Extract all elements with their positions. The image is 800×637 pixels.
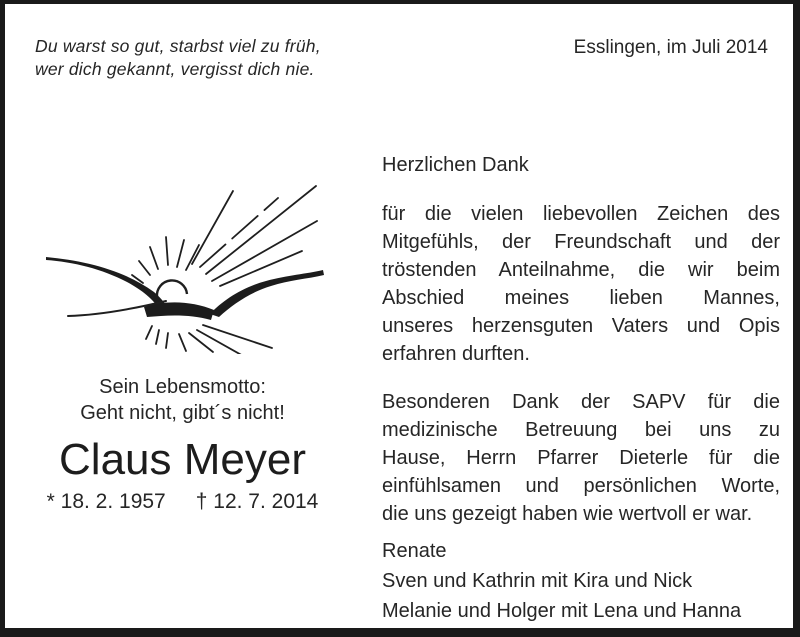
paragraph-line: einfühlsamen und persönlichen Worte, xyxy=(382,475,780,497)
thanks-paragraph-1 xyxy=(382,200,780,368)
life-dates xyxy=(30,490,335,514)
epitaph-quote-line-1: Du warst so gut, starbst viel zu früh, xyxy=(35,36,321,56)
signature-line: Melanie und Holger mit Lena und Hanna xyxy=(382,600,742,622)
place-and-date: Esslingen, im Juli 2014 xyxy=(573,37,768,58)
epitaph-quote-line-2: wer dich gekannt, vergisst dich nie. xyxy=(35,59,315,79)
signature-line: Renate xyxy=(382,540,447,562)
life-motto-line-1: Sein Lebensmotto: xyxy=(99,376,266,398)
death-date: † 12. 7. 2014 xyxy=(195,490,319,513)
life-motto xyxy=(30,374,335,426)
sun-disc xyxy=(157,280,187,297)
paragraph-line: erfahren durften. xyxy=(382,343,530,365)
deceased-block xyxy=(30,374,335,514)
thank-you-text xyxy=(382,154,780,626)
paragraph-line: die uns gezeigt haben wie wertvoll er war. xyxy=(382,503,753,525)
thanks-paragraph-2 xyxy=(382,388,780,528)
paragraph-line: für die vielen liebevollen Zeichen des xyxy=(382,203,780,225)
paragraph-line: Abschied meines lieben Mannes, xyxy=(382,287,780,309)
paragraph-line: tröstenden Anteilnahme, die wir beim xyxy=(382,259,780,281)
life-motto-line-2: Geht nicht, gibt´s nicht! xyxy=(80,402,285,424)
paragraph-line: Mitgefühls, der Freundschaft und der xyxy=(382,231,780,253)
epitaph-quote xyxy=(35,35,321,81)
paragraph-line: Besonderen Dank der SAPV für die xyxy=(382,391,780,413)
paragraph-line: unseres herzensguten Vaters und Opis xyxy=(382,315,780,337)
deceased-name: Claus Meyer xyxy=(59,435,306,484)
sunrise-illustration xyxy=(40,164,330,354)
paragraph-line: medizinische Betreuung bei uns zu xyxy=(382,419,780,441)
paragraph-line: Hause, Herrn Pfarrer Dieterle für die xyxy=(382,447,780,469)
signature-line: Sven und Kathrin mit Kira und Nick xyxy=(382,570,693,592)
sun-rays xyxy=(132,186,317,354)
birth-date: * 18. 2. 1957 xyxy=(46,490,166,513)
mourners-signatures xyxy=(382,536,780,626)
thanks-heading: Herzlichen Dank xyxy=(382,154,529,176)
